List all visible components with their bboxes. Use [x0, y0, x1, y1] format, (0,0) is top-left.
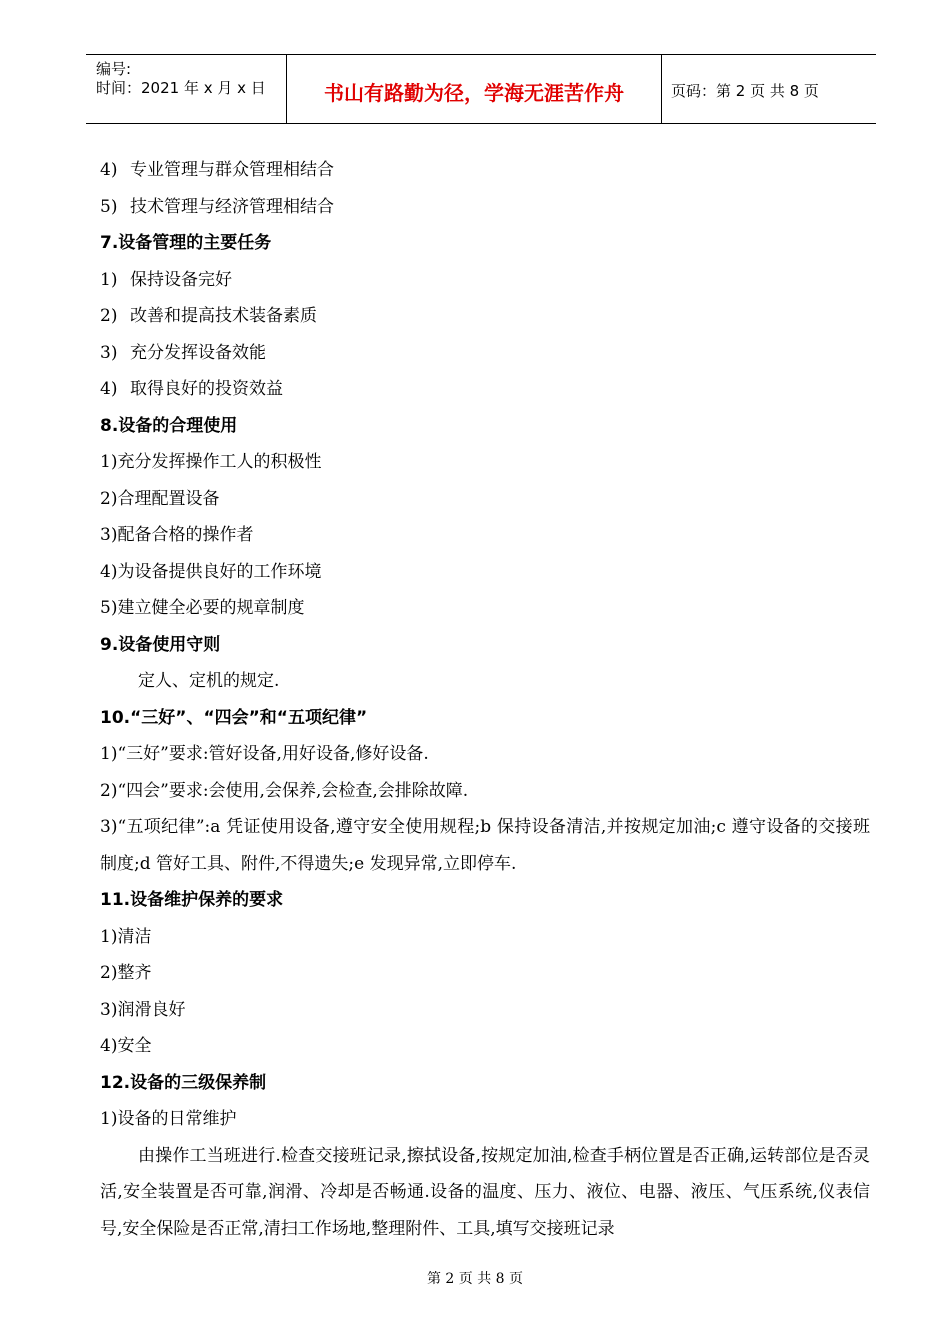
- list-text: 改善和提高技术装备素质: [130, 306, 317, 326]
- list-item: 3)配备合格的操作者: [100, 525, 254, 545]
- list-text: 充分发挥设备效能: [130, 342, 266, 363]
- section-heading: 11.设备维护保养的要求: [100, 890, 284, 910]
- list-number: 1): [100, 269, 118, 290]
- list-item: 2)合理配置设备: [100, 488, 220, 509]
- list-item: [100, 262, 870, 299]
- section-heading: 10.“三好”、“四会”和“五项纪律”: [100, 707, 368, 728]
- list-item: [100, 152, 870, 189]
- list-item: 1)充分发挥操作工人的积极性: [100, 452, 322, 472]
- list-item: [100, 189, 870, 226]
- list-item: 2)“四会”要求:会使用,会保养,会检查,会排除故障.: [100, 780, 469, 801]
- list-item: 1)清洁: [100, 926, 152, 947]
- motto: 书山有路勤为径，学海无涯苦作舟: [324, 81, 624, 105]
- list-item: [100, 298, 870, 335]
- section-heading: 8.设备的合理使用: [100, 415, 238, 436]
- list-number: 4): [100, 160, 118, 180]
- list-text: 技术管理与经济管理相结合: [130, 196, 334, 217]
- list-item: 5)建立健全必要的规章制度: [100, 598, 305, 618]
- section-heading: 12.设备的三级保养制: [100, 1072, 267, 1093]
- list-item: 3)润滑良好: [100, 999, 186, 1020]
- paragraph: 定人、定机的规定.: [138, 671, 280, 691]
- list-text: 取得良好的投资效益: [130, 379, 283, 399]
- page-header: [86, 54, 876, 124]
- header-left-cell: [86, 55, 286, 123]
- header-middle-cell: [286, 55, 662, 123]
- document-body: [100, 152, 870, 1247]
- page-footer: 第 2 页 共 8 页: [426, 1271, 524, 1287]
- list-item: [100, 371, 870, 408]
- list-number: 3): [100, 342, 118, 363]
- section-heading: 9.设备使用守则: [100, 634, 221, 655]
- list-text: 专业管理与群众管理相结合: [130, 160, 334, 180]
- list-item: 3)“五项纪律”:a 凭证使用设备,遵守安全使用规程;b 保持设备清洁,并按规定加油;c 遵守设备的交接班制度;d 管好工具、附件,不得遗失;e 发现异常,立即停车.: [100, 817, 870, 874]
- list-item: [100, 335, 870, 372]
- list-item: 4)安全: [100, 1036, 152, 1056]
- header-right-cell: [661, 55, 876, 123]
- page-info: 页码：第 2 页 共 8 页: [671, 82, 819, 100]
- section-heading: 7.设备管理的主要任务: [100, 233, 272, 253]
- list-item: 1)“三好”要求:管好设备,用好设备,修好设备.: [100, 744, 429, 764]
- list-number: 4): [100, 379, 118, 399]
- document-time: 时间：2021 年 x 月 x 日: [96, 79, 266, 97]
- list-number: 2): [100, 306, 118, 326]
- list-item: 4)为设备提供良好的工作环境: [100, 561, 322, 582]
- serial-number: 编号:: [96, 60, 132, 78]
- list-item: 1)设备的日常维护: [100, 1109, 237, 1129]
- list-item: 2)整齐: [100, 963, 152, 983]
- list-text: 保持设备完好: [130, 269, 232, 290]
- paragraph: 由操作工当班进行.检查交接班记录,擦拭设备,按规定加油,检查手柄位置是否正确,运转部位是否灵活,安全装置是否可靠,润滑、冷却是否畅通.设备的温度、压力、液位、电器、液压、气压系统,仪表信号,安全保险是否正常,清扫工作场地,整理附件、工具,填写交接班记录: [100, 1145, 870, 1239]
- list-number: 5): [100, 196, 118, 217]
